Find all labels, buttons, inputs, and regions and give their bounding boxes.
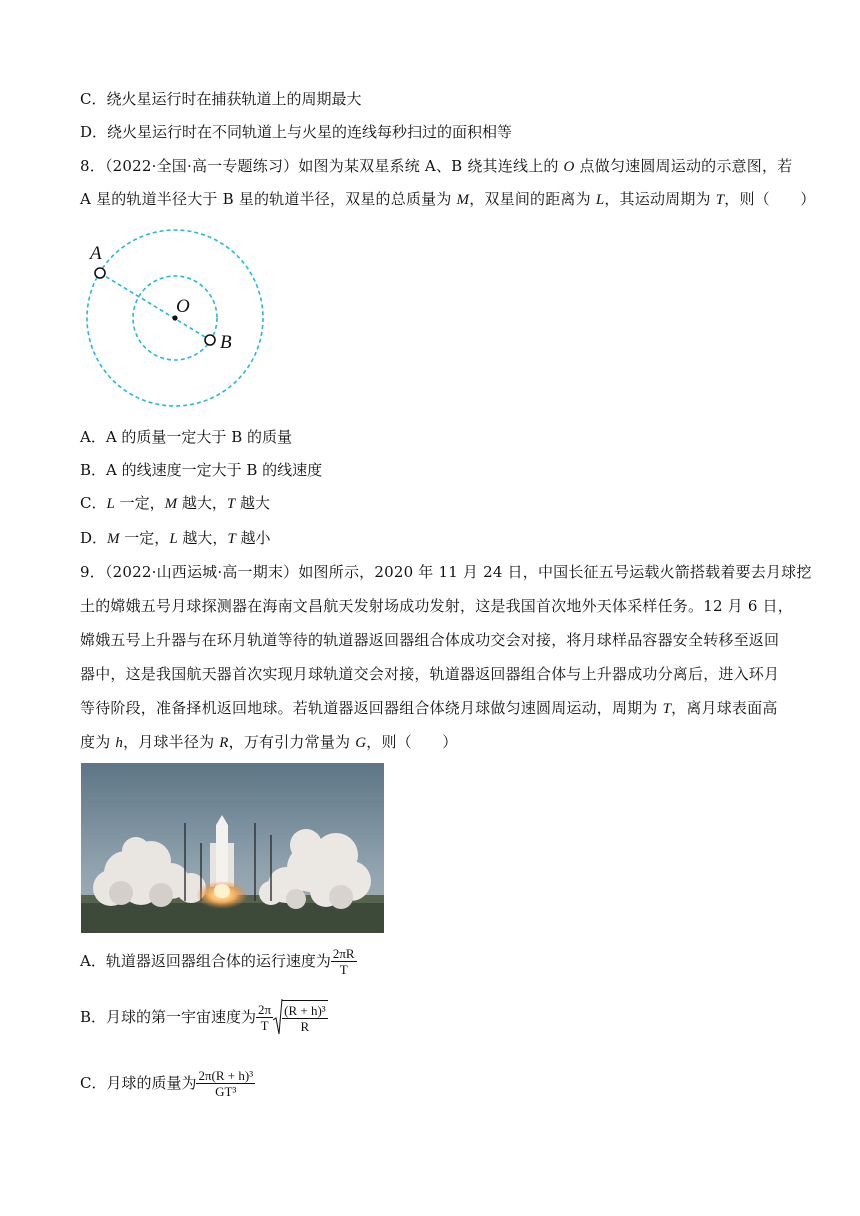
q9-stem-line5: 等待阶段，准备择机返回地球。若轨道器返回器组合体绕月球做匀速圆周运动，周期为 T，离月球表面高 bbox=[80, 699, 778, 717]
star-b bbox=[205, 335, 215, 345]
star-a bbox=[95, 268, 105, 278]
q9-stem-line3: 嫦娥五号上升器与在环月轨道等待的轨道器返回器组合体成功交会对接，将月球样品容器安全转移至返回 bbox=[80, 631, 780, 649]
q9-stem-line1: 9．（2022·山西运城·高一期末）如图所示，2020 年 11 月 24 日，中国长征五号运载火箭搭载着要去月球挖 bbox=[80, 563, 812, 581]
q8-option-c: C．L 一定，M 越大，T 越大 bbox=[80, 494, 271, 512]
moon-mass-fraction: $\frac{\text{2π(R + h)³}}{\text{GT³}}$ bbox=[198, 1067, 254, 1099]
label-b: B bbox=[220, 332, 232, 353]
velocity-fraction: $\frac{2\pi R}{T}$ bbox=[332, 945, 355, 977]
rocket-launch-photo bbox=[81, 763, 384, 933]
q9-stem-line4: 器中，这是我国航天器首次实现月球轨道交会对接，轨道器返回器组合体与上升器成功分离后，进入环月 bbox=[80, 665, 780, 683]
q9-option-a: A．轨道器返回器组合体的运行速度为 $\frac{2\pi R}{T}$ bbox=[80, 945, 355, 977]
q9-stem-line2: 土的嫦娥五号月球探测器在海南文昌航天发射场成功发射，这是我国首次地外天体采样任务。12 月 6 日， bbox=[80, 597, 793, 615]
q9-stem-line6: 度为 h，月球半径为 R，万有引力常量为 G，则（ ） bbox=[80, 733, 458, 751]
q8-stem-line1: 8．（2022·全国·高一专题练习）如图为某双星系统 A、B 绕其连线上的 O 点做匀速圆周运动的示意图，若 bbox=[80, 157, 793, 175]
q7-option-c: C．绕火星运行时在捕获轨道上的周期最大 bbox=[80, 90, 362, 108]
label-a: A bbox=[90, 243, 102, 264]
q9-option-b: B．月球的第一宇宙速度为 $\frac{2\pi}{T}$ $\frac{\text{(R + h)³}}{R}$ bbox=[80, 998, 328, 1036]
connecting-line bbox=[100, 273, 210, 340]
label-o: O bbox=[176, 296, 190, 317]
q8-option-d: D．M 一定，L 越大，T 越小 bbox=[80, 529, 271, 547]
first-cosmic-velocity-coefficient: $\frac{2\pi}{T}$ bbox=[258, 1001, 272, 1033]
q8-option-b: B．A 的线速度一定大于 B 的线速度 bbox=[80, 461, 323, 479]
q9-option-c: C．月球的质量为 $\frac{\text{2π(R + h)³}}{\text{GT³}}$ bbox=[80, 1067, 254, 1099]
q7-option-d: D．绕火星运行时在不同轨道上与火星的连线每秒扫过的面积相等 bbox=[80, 123, 513, 141]
q8-stem-line2: A 星的轨道半径大于 B 星的轨道半径，双星的总质量为 M，双星间的距离为 L，其运动周期为 T，则（ ） bbox=[80, 190, 816, 208]
square-root-expression: $\frac{\text{(R + h)³}}{R}$ bbox=[273, 998, 328, 1036]
binary-star-figure bbox=[80, 226, 270, 411]
q8-option-a: A．A 的质量一定大于 B 的质量 bbox=[80, 428, 292, 446]
